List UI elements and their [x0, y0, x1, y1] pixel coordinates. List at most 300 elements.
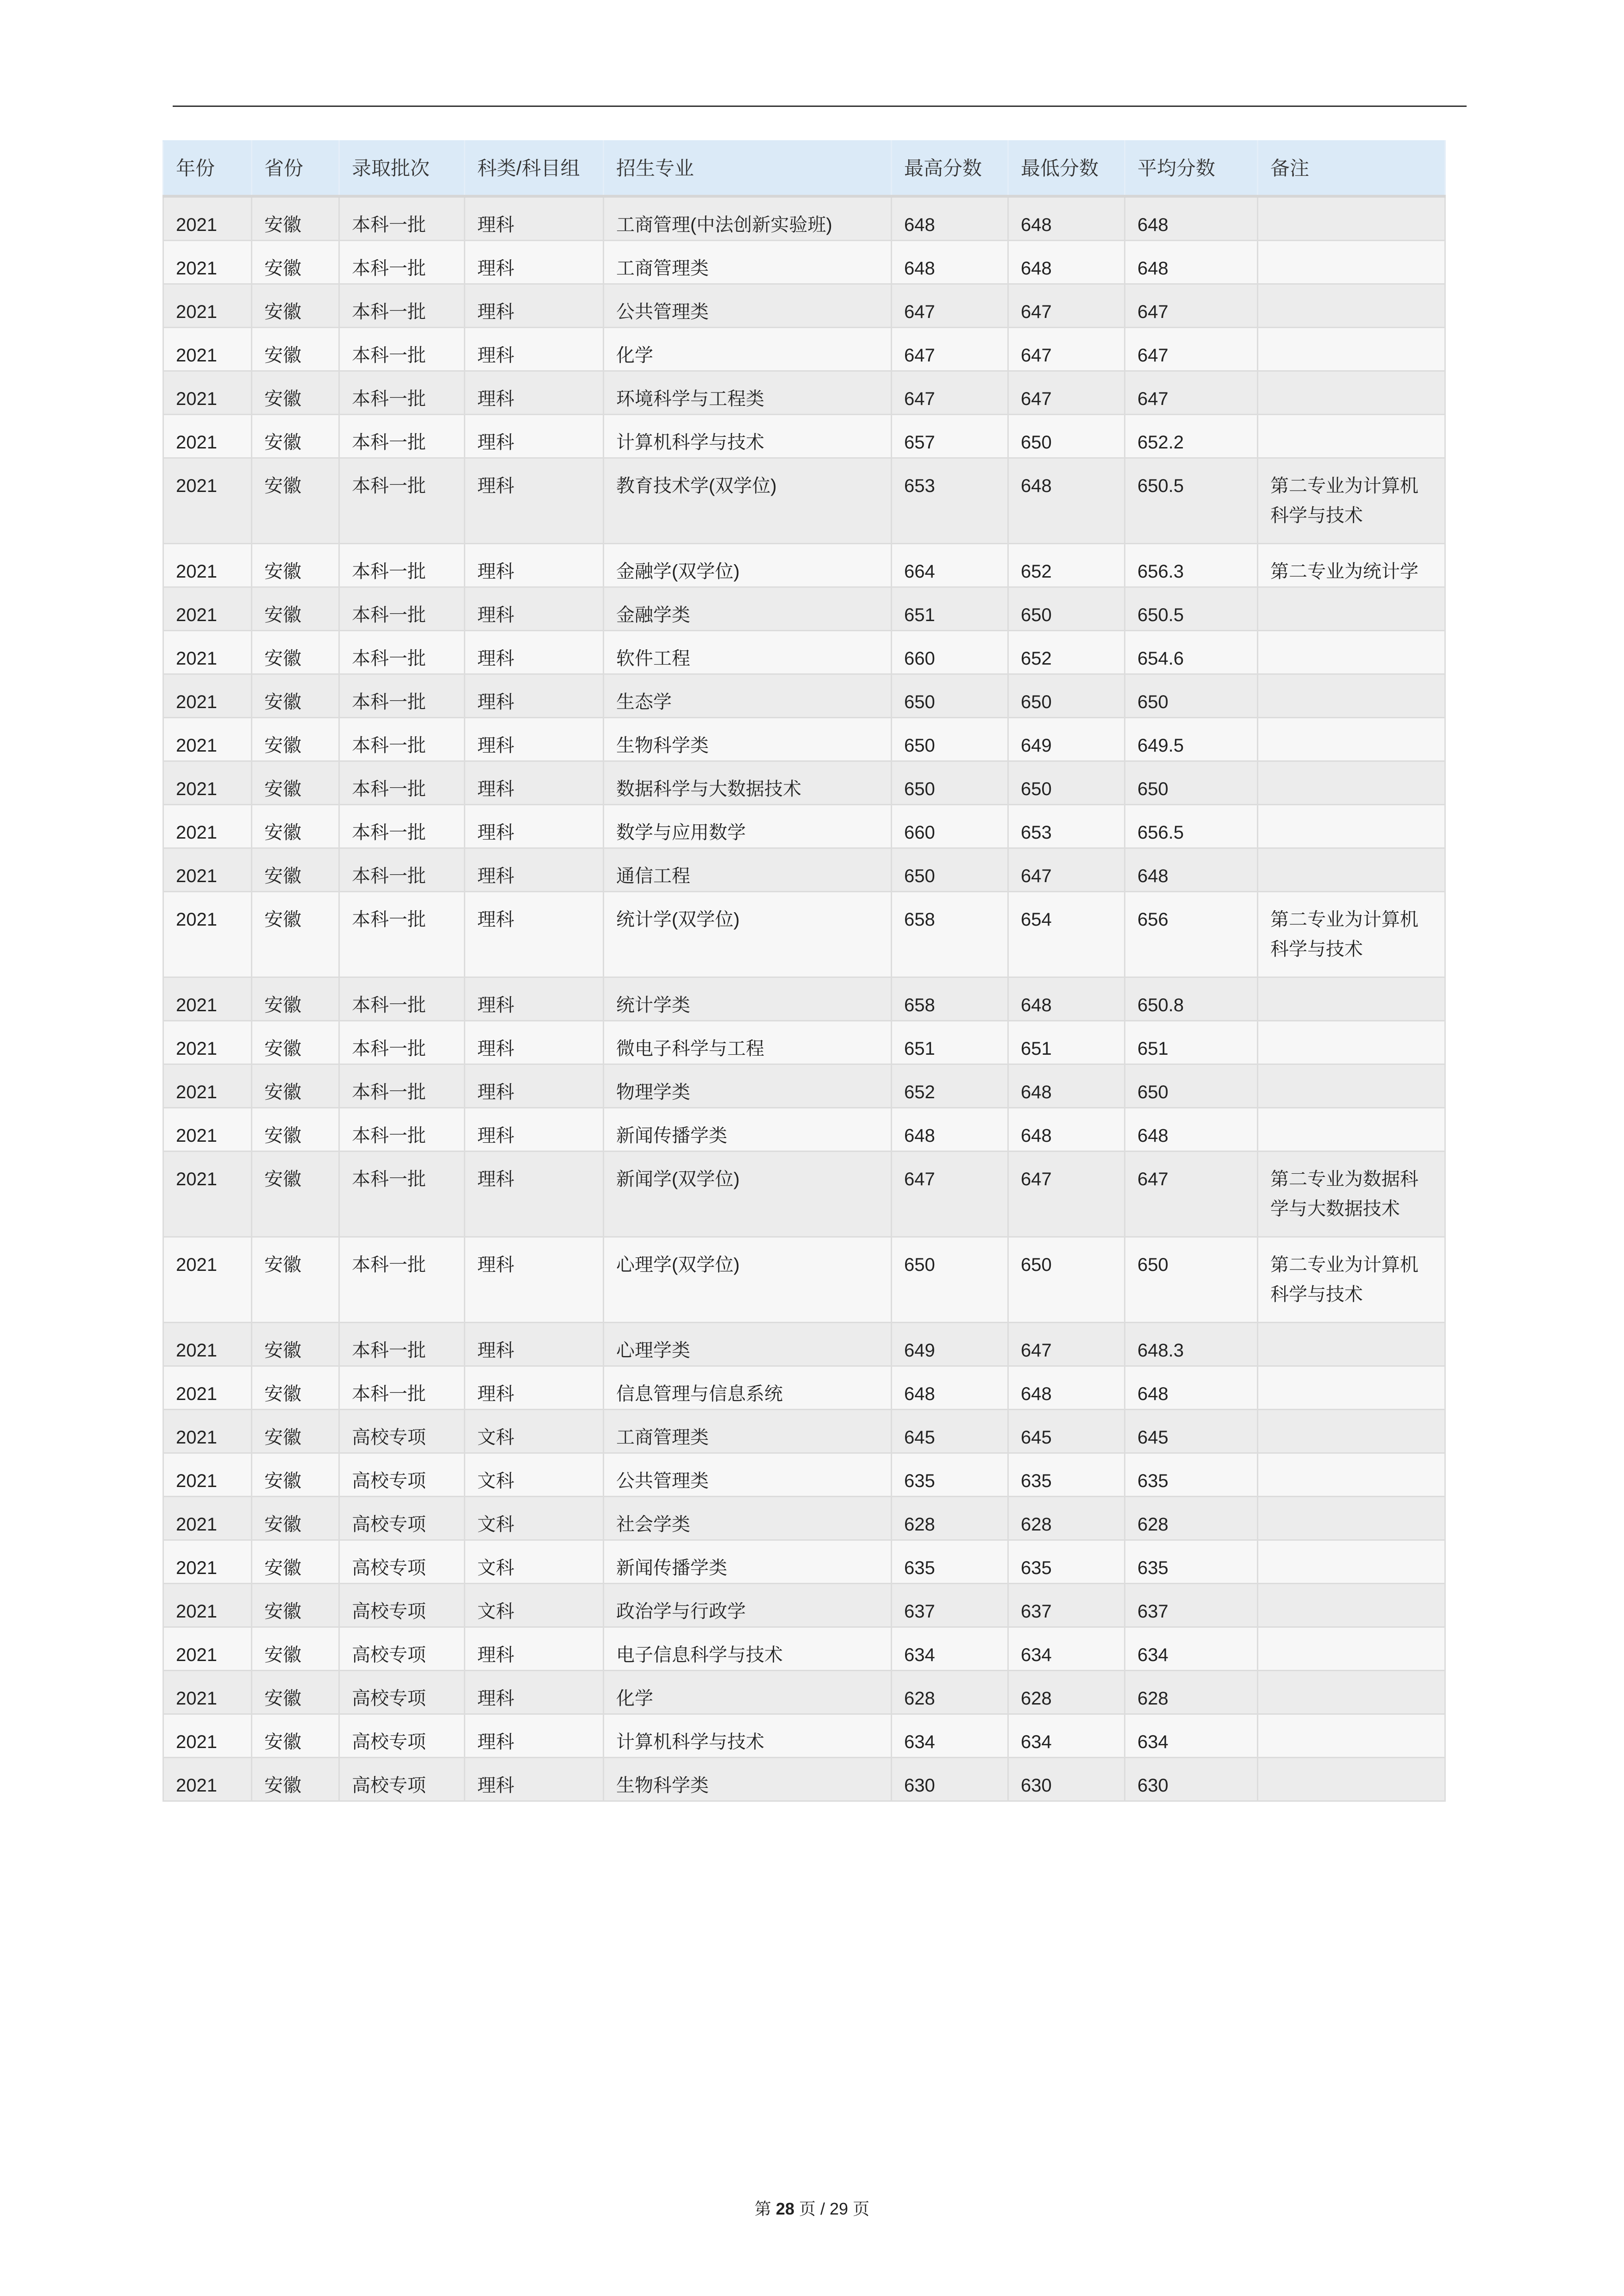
cell-batch: 本科一批 [339, 544, 465, 587]
cell-remark [1258, 1021, 1445, 1064]
cell-avg-score: 647 [1125, 1151, 1258, 1237]
cell-avg-score: 648 [1125, 241, 1258, 284]
cell-batch: 高校专项 [339, 1410, 465, 1453]
cell-min-score: 648 [1008, 1108, 1125, 1151]
cell-province: 安徽 [252, 1151, 339, 1237]
cell-batch: 本科一批 [339, 1237, 465, 1323]
admission-score-table [162, 140, 1446, 1802]
cell-avg-score: 634 [1125, 1714, 1258, 1758]
cell-major: 统计学(双学位) [604, 892, 892, 977]
table-row [163, 805, 1445, 848]
cell-year: 2021 [163, 1064, 252, 1108]
table-row [163, 1410, 1445, 1453]
cell-max-score: 645 [892, 1410, 1008, 1453]
cell-year: 2021 [163, 761, 252, 805]
column-header-min-score: 最低分数 [1008, 141, 1125, 197]
cell-province: 安徽 [252, 1453, 339, 1497]
cell-year: 2021 [163, 1671, 252, 1714]
cell-major: 生物科学类 [604, 1758, 892, 1801]
cell-avg-score: 656 [1125, 892, 1258, 977]
cell-max-score: 635 [892, 1453, 1008, 1497]
cell-province: 安徽 [252, 892, 339, 977]
cell-max-score: 650 [892, 1237, 1008, 1323]
cell-remark: 第二专业为计算机科学与技术 [1258, 1237, 1445, 1323]
cell-year: 2021 [163, 1237, 252, 1323]
column-header-year: 年份 [163, 141, 252, 197]
cell-category: 理科 [465, 587, 604, 631]
cell-min-score: 630 [1008, 1758, 1125, 1801]
cell-max-score: 647 [892, 1151, 1008, 1237]
cell-remark [1258, 1410, 1445, 1453]
cell-min-score: 635 [1008, 1540, 1125, 1584]
cell-remark [1258, 1584, 1445, 1627]
cell-avg-score: 650 [1125, 1237, 1258, 1323]
cell-avg-score: 635 [1125, 1540, 1258, 1584]
cell-min-score: 648 [1008, 977, 1125, 1021]
column-header-max-score: 最高分数 [892, 141, 1008, 197]
cell-remark [1258, 761, 1445, 805]
cell-province: 安徽 [252, 1237, 339, 1323]
cell-batch: 本科一批 [339, 371, 465, 415]
cell-batch: 高校专项 [339, 1714, 465, 1758]
cell-major: 公共管理类 [604, 284, 892, 328]
cell-batch: 本科一批 [339, 241, 465, 284]
cell-avg-score: 651 [1125, 1021, 1258, 1064]
table-row [163, 1064, 1445, 1108]
cell-major: 社会学类 [604, 1497, 892, 1540]
cell-category: 理科 [465, 631, 604, 674]
cell-remark [1258, 1714, 1445, 1758]
table-row [163, 1627, 1445, 1671]
cell-category: 理科 [465, 977, 604, 1021]
cell-category: 文科 [465, 1584, 604, 1627]
table-row [163, 1366, 1445, 1410]
cell-province: 安徽 [252, 241, 339, 284]
page-suffix: 页 [853, 2199, 870, 2218]
cell-batch: 本科一批 [339, 674, 465, 718]
cell-avg-score: 648.3 [1125, 1323, 1258, 1366]
cell-avg-score: 650.8 [1125, 977, 1258, 1021]
cell-batch: 本科一批 [339, 328, 465, 371]
cell-avg-score: 648 [1125, 1366, 1258, 1410]
table-row [163, 1237, 1445, 1323]
cell-remark [1258, 415, 1445, 458]
cell-remark [1258, 196, 1445, 241]
cell-year: 2021 [163, 1410, 252, 1453]
cell-province: 安徽 [252, 1540, 339, 1584]
cell-remark [1258, 284, 1445, 328]
cell-remark [1258, 1758, 1445, 1801]
cell-remark [1258, 1540, 1445, 1584]
cell-year: 2021 [163, 1540, 252, 1584]
cell-max-score: 650 [892, 674, 1008, 718]
cell-max-score: 651 [892, 587, 1008, 631]
cell-batch: 高校专项 [339, 1627, 465, 1671]
cell-avg-score: 650 [1125, 1064, 1258, 1108]
cell-remark: 第二专业为数据科学与大数据技术 [1258, 1151, 1445, 1237]
cell-min-score: 650 [1008, 674, 1125, 718]
cell-min-score: 647 [1008, 1323, 1125, 1366]
table-row [163, 1540, 1445, 1584]
cell-avg-score: 656.3 [1125, 544, 1258, 587]
cell-province: 安徽 [252, 977, 339, 1021]
cell-max-score: 650 [892, 718, 1008, 761]
cell-province: 安徽 [252, 587, 339, 631]
cell-min-score: 648 [1008, 1064, 1125, 1108]
cell-batch: 本科一批 [339, 1366, 465, 1410]
cell-province: 安徽 [252, 1323, 339, 1366]
column-header-province: 省份 [252, 141, 339, 197]
table-row [163, 848, 1445, 892]
cell-max-score: 637 [892, 1584, 1008, 1627]
cell-max-score: 647 [892, 284, 1008, 328]
cell-batch: 本科一批 [339, 1108, 465, 1151]
cell-max-score: 651 [892, 1021, 1008, 1064]
cell-category: 理科 [465, 328, 604, 371]
cell-remark [1258, 631, 1445, 674]
cell-avg-score: 637 [1125, 1584, 1258, 1627]
cell-category: 理科 [465, 1237, 604, 1323]
cell-year: 2021 [163, 1497, 252, 1540]
cell-year: 2021 [163, 284, 252, 328]
current-page: 28 [775, 2199, 794, 2218]
column-header-remark: 备注 [1258, 141, 1445, 197]
table-row [163, 1671, 1445, 1714]
cell-category: 理科 [465, 1064, 604, 1108]
cell-batch: 高校专项 [339, 1584, 465, 1627]
cell-min-score: 647 [1008, 1151, 1125, 1237]
cell-category: 理科 [465, 284, 604, 328]
cell-major: 生物科学类 [604, 718, 892, 761]
cell-max-score: 660 [892, 805, 1008, 848]
cell-remark [1258, 1108, 1445, 1151]
cell-max-score: 657 [892, 415, 1008, 458]
cell-major: 数据科学与大数据技术 [604, 761, 892, 805]
cell-avg-score: 650.5 [1125, 458, 1258, 544]
cell-batch: 本科一批 [339, 415, 465, 458]
cell-batch: 高校专项 [339, 1497, 465, 1540]
cell-category: 理科 [465, 458, 604, 544]
cell-year: 2021 [163, 196, 252, 241]
cell-major: 微电子科学与工程 [604, 1021, 892, 1064]
cell-min-score: 647 [1008, 328, 1125, 371]
column-header-batch: 录取批次 [339, 141, 465, 197]
cell-remark [1258, 805, 1445, 848]
cell-avg-score: 652.2 [1125, 415, 1258, 458]
cell-category: 文科 [465, 1410, 604, 1453]
cell-major: 政治学与行政学 [604, 1584, 892, 1627]
cell-year: 2021 [163, 1627, 252, 1671]
cell-min-score: 648 [1008, 241, 1125, 284]
cell-year: 2021 [163, 1021, 252, 1064]
cell-avg-score: 647 [1125, 328, 1258, 371]
cell-year: 2021 [163, 674, 252, 718]
cell-year: 2021 [163, 718, 252, 761]
cell-max-score: 660 [892, 631, 1008, 674]
cell-year: 2021 [163, 371, 252, 415]
cell-province: 安徽 [252, 1021, 339, 1064]
table-row [163, 1758, 1445, 1801]
cell-max-score: 634 [892, 1627, 1008, 1671]
cell-min-score: 637 [1008, 1584, 1125, 1627]
table-row [163, 415, 1445, 458]
cell-year: 2021 [163, 328, 252, 371]
cell-remark: 第二专业为统计学 [1258, 544, 1445, 587]
cell-max-score: 634 [892, 1714, 1008, 1758]
cell-year: 2021 [163, 1758, 252, 1801]
cell-avg-score: 648 [1125, 196, 1258, 241]
cell-major: 心理学类 [604, 1323, 892, 1366]
table-row [163, 1151, 1445, 1237]
header-rule [173, 106, 1467, 107]
cell-year: 2021 [163, 1108, 252, 1151]
table-row [163, 718, 1445, 761]
cell-province: 安徽 [252, 415, 339, 458]
cell-year: 2021 [163, 1323, 252, 1366]
cell-max-score: 647 [892, 328, 1008, 371]
cell-max-score: 652 [892, 1064, 1008, 1108]
cell-major: 计算机科学与技术 [604, 1714, 892, 1758]
cell-major: 环境科学与工程类 [604, 371, 892, 415]
cell-avg-score: 635 [1125, 1453, 1258, 1497]
cell-remark [1258, 848, 1445, 892]
cell-major: 电子信息科学与技术 [604, 1627, 892, 1671]
cell-remark [1258, 977, 1445, 1021]
cell-province: 安徽 [252, 1627, 339, 1671]
cell-min-score: 653 [1008, 805, 1125, 848]
cell-major: 心理学(双学位) [604, 1237, 892, 1323]
cell-category: 理科 [465, 1323, 604, 1366]
table-row [163, 544, 1445, 587]
total-pages: 29 [830, 2199, 849, 2218]
cell-year: 2021 [163, 458, 252, 544]
cell-category: 理科 [465, 196, 604, 241]
cell-min-score: 648 [1008, 196, 1125, 241]
cell-avg-score: 647 [1125, 371, 1258, 415]
cell-province: 安徽 [252, 718, 339, 761]
table-row [163, 196, 1445, 241]
cell-batch: 本科一批 [339, 805, 465, 848]
cell-min-score: 648 [1008, 1366, 1125, 1410]
cell-avg-score: 630 [1125, 1758, 1258, 1801]
cell-category: 理科 [465, 805, 604, 848]
table-row [163, 587, 1445, 631]
cell-province: 安徽 [252, 328, 339, 371]
cell-year: 2021 [163, 1453, 252, 1497]
cell-category: 理科 [465, 1671, 604, 1714]
cell-avg-score: 650 [1125, 674, 1258, 718]
cell-min-score: 651 [1008, 1021, 1125, 1064]
cell-batch: 本科一批 [339, 1151, 465, 1237]
cell-province: 安徽 [252, 1671, 339, 1714]
table-row [163, 1323, 1445, 1366]
cell-category: 理科 [465, 674, 604, 718]
cell-max-score: 658 [892, 892, 1008, 977]
cell-major: 教育技术学(双学位) [604, 458, 892, 544]
page-number [0, 2196, 1624, 2220]
cell-year: 2021 [163, 805, 252, 848]
cell-min-score: 635 [1008, 1453, 1125, 1497]
cell-max-score: 653 [892, 458, 1008, 544]
cell-category: 文科 [465, 1453, 604, 1497]
cell-category: 理科 [465, 241, 604, 284]
cell-batch: 高校专项 [339, 1758, 465, 1801]
cell-min-score: 650 [1008, 415, 1125, 458]
cell-remark [1258, 1366, 1445, 1410]
cell-batch: 本科一批 [339, 718, 465, 761]
page-separator: 页 / [799, 2199, 825, 2218]
cell-min-score: 628 [1008, 1497, 1125, 1540]
table-row [163, 1453, 1445, 1497]
cell-province: 安徽 [252, 1410, 339, 1453]
cell-min-score: 647 [1008, 848, 1125, 892]
cell-category: 理科 [465, 848, 604, 892]
cell-remark: 第二专业为计算机科学与技术 [1258, 892, 1445, 977]
cell-max-score: 630 [892, 1758, 1008, 1801]
cell-province: 安徽 [252, 1758, 339, 1801]
cell-category: 理科 [465, 718, 604, 761]
cell-province: 安徽 [252, 631, 339, 674]
cell-batch: 高校专项 [339, 1453, 465, 1497]
table-row [163, 761, 1445, 805]
table-row [163, 458, 1445, 544]
cell-year: 2021 [163, 544, 252, 587]
cell-min-score: 650 [1008, 761, 1125, 805]
cell-remark [1258, 1453, 1445, 1497]
cell-min-score: 647 [1008, 284, 1125, 328]
cell-batch: 本科一批 [339, 1064, 465, 1108]
cell-remark [1258, 587, 1445, 631]
cell-batch: 本科一批 [339, 761, 465, 805]
table-row [163, 1108, 1445, 1151]
cell-major: 物理学类 [604, 1064, 892, 1108]
cell-category: 理科 [465, 544, 604, 587]
cell-province: 安徽 [252, 1108, 339, 1151]
cell-batch: 本科一批 [339, 1021, 465, 1064]
cell-max-score: 649 [892, 1323, 1008, 1366]
cell-province: 安徽 [252, 848, 339, 892]
cell-province: 安徽 [252, 761, 339, 805]
cell-remark [1258, 1064, 1445, 1108]
table-row [163, 977, 1445, 1021]
cell-year: 2021 [163, 1366, 252, 1410]
cell-year: 2021 [163, 631, 252, 674]
cell-avg-score: 628 [1125, 1671, 1258, 1714]
cell-min-score: 648 [1008, 458, 1125, 544]
cell-province: 安徽 [252, 371, 339, 415]
cell-province: 安徽 [252, 544, 339, 587]
cell-province: 安徽 [252, 196, 339, 241]
cell-max-score: 648 [892, 1366, 1008, 1410]
cell-remark [1258, 1627, 1445, 1671]
cell-category: 理科 [465, 1021, 604, 1064]
table-row [163, 371, 1445, 415]
column-header-category: 科类/科目组 [465, 141, 604, 197]
cell-min-score: 654 [1008, 892, 1125, 977]
table-row [163, 1714, 1445, 1758]
table-row [163, 1497, 1445, 1540]
cell-year: 2021 [163, 1714, 252, 1758]
cell-remark [1258, 674, 1445, 718]
cell-year: 2021 [163, 241, 252, 284]
table-row [163, 328, 1445, 371]
cell-max-score: 648 [892, 241, 1008, 284]
cell-year: 2021 [163, 1584, 252, 1627]
cell-major: 通信工程 [604, 848, 892, 892]
cell-batch: 高校专项 [339, 1540, 465, 1584]
page-prefix: 第 [754, 2199, 771, 2218]
cell-major: 计算机科学与技术 [604, 415, 892, 458]
cell-major: 新闻学(双学位) [604, 1151, 892, 1237]
cell-batch: 高校专项 [339, 1671, 465, 1714]
cell-avg-score: 647 [1125, 284, 1258, 328]
cell-min-score: 645 [1008, 1410, 1125, 1453]
cell-category: 理科 [465, 892, 604, 977]
cell-avg-score: 650 [1125, 761, 1258, 805]
cell-min-score: 634 [1008, 1627, 1125, 1671]
cell-min-score: 650 [1008, 1237, 1125, 1323]
cell-batch: 本科一批 [339, 892, 465, 977]
cell-category: 理科 [465, 415, 604, 458]
cell-category: 文科 [465, 1497, 604, 1540]
table-row [163, 1021, 1445, 1064]
cell-avg-score: 656.5 [1125, 805, 1258, 848]
cell-major: 公共管理类 [604, 1453, 892, 1497]
cell-remark [1258, 718, 1445, 761]
cell-year: 2021 [163, 977, 252, 1021]
cell-major: 数学与应用数学 [604, 805, 892, 848]
cell-avg-score: 648 [1125, 1108, 1258, 1151]
cell-max-score: 650 [892, 761, 1008, 805]
cell-province: 安徽 [252, 674, 339, 718]
cell-major: 新闻传播学类 [604, 1540, 892, 1584]
cell-min-score: 652 [1008, 631, 1125, 674]
column-header-avg-score: 平均分数 [1125, 141, 1258, 197]
cell-major: 工商管理(中法创新实验班) [604, 196, 892, 241]
column-header-major: 招生专业 [604, 141, 892, 197]
cell-min-score: 649 [1008, 718, 1125, 761]
cell-category: 理科 [465, 1151, 604, 1237]
cell-batch: 本科一批 [339, 458, 465, 544]
cell-avg-score: 634 [1125, 1627, 1258, 1671]
cell-major: 化学 [604, 328, 892, 371]
cell-province: 安徽 [252, 1584, 339, 1627]
cell-major: 金融学(双学位) [604, 544, 892, 587]
cell-max-score: 648 [892, 196, 1008, 241]
cell-max-score: 647 [892, 371, 1008, 415]
cell-min-score: 652 [1008, 544, 1125, 587]
table-header-row [163, 141, 1445, 197]
cell-category: 理科 [465, 1758, 604, 1801]
cell-year: 2021 [163, 848, 252, 892]
cell-category: 文科 [465, 1540, 604, 1584]
cell-province: 安徽 [252, 1064, 339, 1108]
cell-avg-score: 648 [1125, 848, 1258, 892]
cell-major: 化学 [604, 1671, 892, 1714]
cell-batch: 本科一批 [339, 196, 465, 241]
cell-category: 理科 [465, 1366, 604, 1410]
cell-year: 2021 [163, 892, 252, 977]
cell-min-score: 628 [1008, 1671, 1125, 1714]
cell-batch: 本科一批 [339, 587, 465, 631]
cell-avg-score: 649.5 [1125, 718, 1258, 761]
cell-province: 安徽 [252, 458, 339, 544]
cell-province: 安徽 [252, 1497, 339, 1540]
cell-category: 理科 [465, 1627, 604, 1671]
table-row [163, 631, 1445, 674]
cell-major: 工商管理类 [604, 241, 892, 284]
cell-major: 金融学类 [604, 587, 892, 631]
